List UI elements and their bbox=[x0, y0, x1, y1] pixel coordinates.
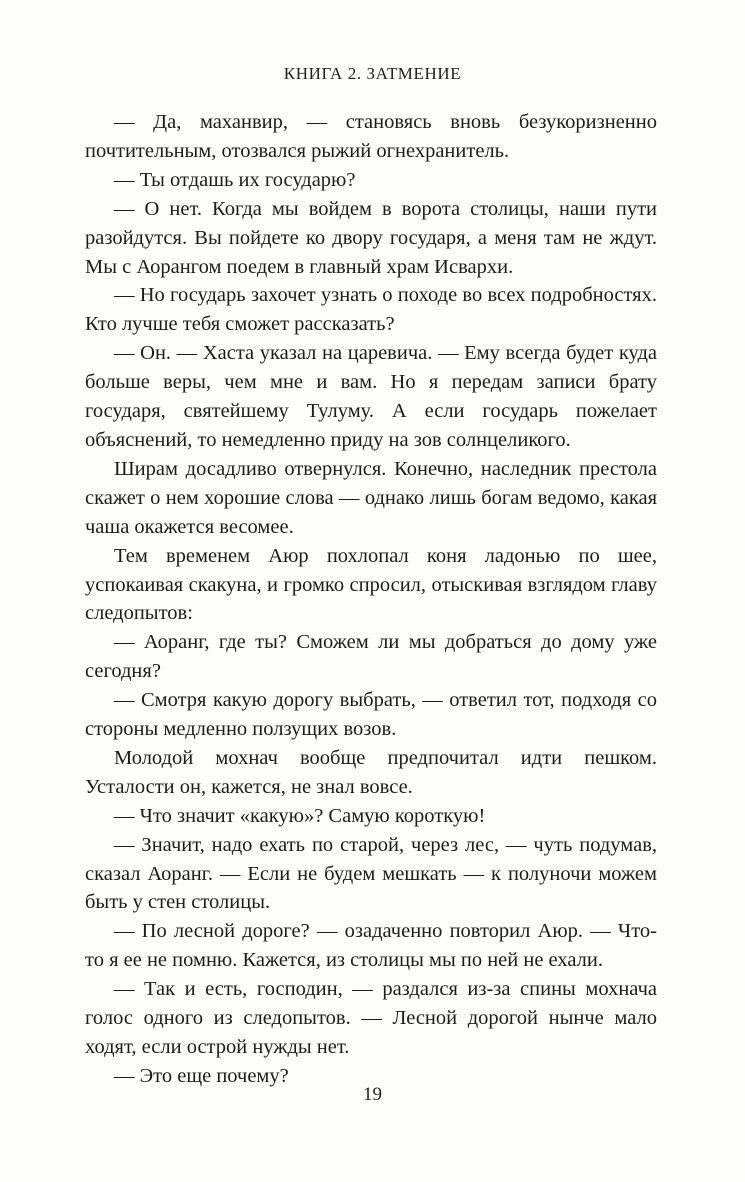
paragraph: — Значит, надо ехать по старой, через лес, — чуть подумав, сказал Аоранг. — Если не будем мешкать — к полуночи можем быть у стен столицы. bbox=[85, 833, 657, 914]
paragraph: — Смотря какую дорогу выбрать, — ответил тот, подходя со стороны медленно ползущих возов. bbox=[85, 689, 657, 741]
paragraph: Молодой мохнач вообще предпочитал идти пешком. Усталости он, кажется, не знал вовсе. bbox=[85, 746, 657, 798]
body-text bbox=[85, 108, 657, 1091]
paragraph: — О нет. Когда мы войдем в ворота столицы, наши пути разойдутся. Вы пойдете ко двору государя, а меня там не ждут. Мы с Аорангом поедем в главный храм Исвархи. bbox=[85, 197, 657, 278]
paragraph: — Да, маханвир, — становясь вновь безукоризненно почтительным, отозвался рыжий огнехранитель. bbox=[85, 111, 657, 162]
paragraph: — Но государь захочет узнать о походе во всех подробностях. Кто лучше тебя сможет рассказать? bbox=[85, 284, 657, 336]
page-number: 19 bbox=[363, 1084, 382, 1105]
paragraph: — По лесной дороге? — озадаченно повторил Аюр. — Что-то я ее не помню. Кажется, из столицы мы по ней не ехали. bbox=[85, 920, 657, 972]
paragraph: — Так и есть, господин, — раздался из-за спины мохнача голос одного из следопытов. — Лесной дорогой нынче мало ходят, если острой нужды нет. bbox=[85, 978, 657, 1058]
paragraph: Тем временем Аюр похлопал коня ладонью по шее, успокаивая скакуна, и громко спросил, отыскивая взглядом главу следопытов: bbox=[85, 544, 657, 625]
paragraph: — Аоранг, где ты? Сможем ли мы добраться до дому уже сегодня? bbox=[85, 631, 657, 683]
paragraph: — Что значит «какую»? Самую короткую! bbox=[114, 804, 486, 827]
paragraph: — Ты отдашь их государю? bbox=[114, 168, 356, 191]
paragraph: — Это еще почему? bbox=[114, 1064, 289, 1087]
paragraph: — Он. — Хаста указал на царевича. — Ему всегда будет куда больше веры, чем мне и вам. Но я передам записи брату государя, святейшему Тулуму. А если государь пожелает объяснений, то немедленно приду на зов солнцеликого. bbox=[85, 342, 657, 451]
running-header: КНИГА 2. ЗАТМЕНИЕ bbox=[283, 64, 462, 83]
paragraph: Ширам досадливо отвернулся. Конечно, наследник престола скажет о нем хорошие слова — однако лишь богам ведомо, какая чаша окажется весомее. bbox=[85, 457, 657, 538]
